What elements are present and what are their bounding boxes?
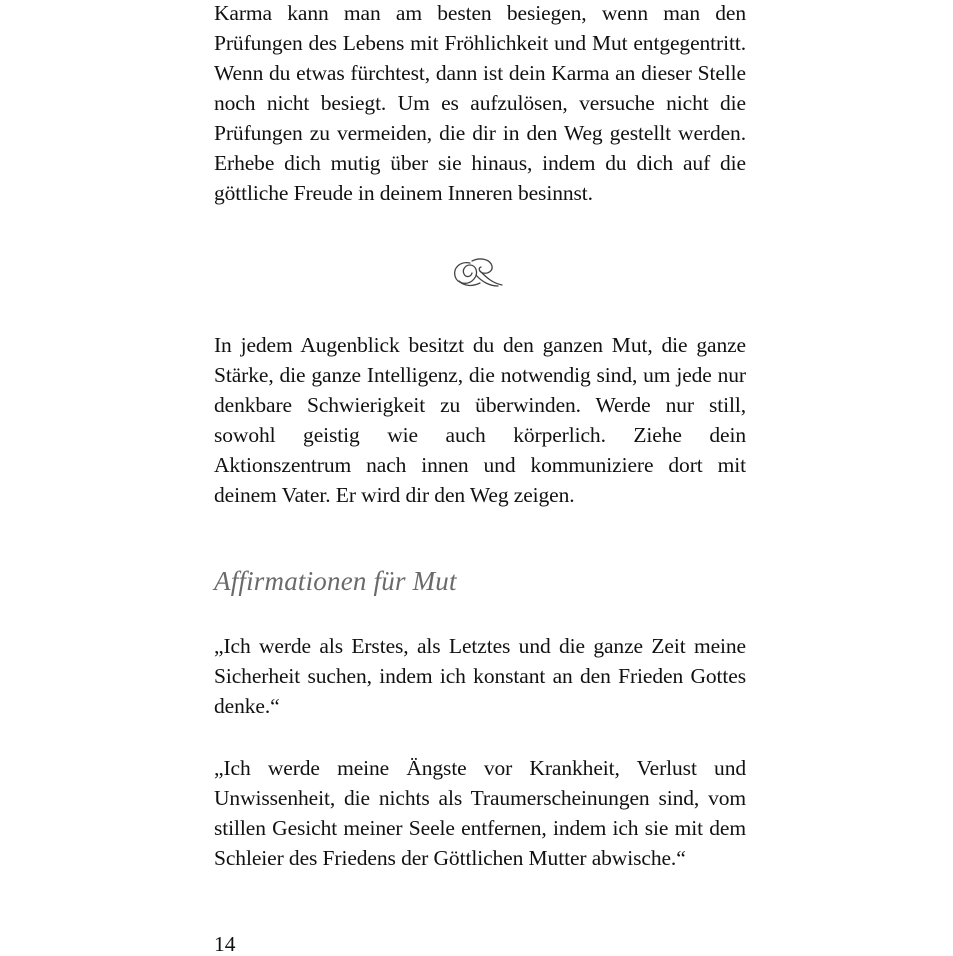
affirmation-paragraph: „Ich werde meine Ängste vor Krankheit, Verlust und Unwissenheit, die nichts als Traumerscheinungen sind, vom stillen Gesicht meiner Seele entfernen, indem ich sie mit dem Schleier des Friedens der Göttlichen Mutter abwische.“ — [214, 756, 746, 870]
affirmation-paragraph: „Ich werde als Erstes, als Letztes und die ganze Zeit meine Sicherheit suchen, indem ich konstant an den Frieden Gottes denke.“ — [214, 634, 746, 718]
flourish-ornament-icon — [450, 255, 506, 291]
body-paragraph-courage: In jedem Augenblick besitzt du den ganzen Mut, die ganze Stärke, die ganze Intelligenz, die notwendig sind, um jede nur denkbare Schwierigkeit zu überwinden. Werde nur still, sowohl geistig wie auch körperlich. Ziehe dein Aktionszentrum nach innen und kommuniziere dort mit deinem Vater. Er wird dir den Weg zeigen. — [214, 333, 746, 507]
page-number: 14 — [214, 932, 236, 956]
body-paragraph-karma: Karma kann man am besten besiegen, wenn man den Prüfungen des Lebens mit Fröhlichkeit und Mut entgegentritt. Wenn du etwas fürchtest, dann ist dein Karma an dieser Stelle noch nicht besiegt. Um es aufzulösen, versuche nicht die Prüfungen zu vermeiden, die dir in den Weg gestellt werden. Erhebe dich mutig über sie hinaus, indem du dich auf die göttliche Freude in deinem Inneren besinnst. — [214, 1, 746, 205]
section-heading: Affirmationen für Mut — [214, 566, 457, 596]
